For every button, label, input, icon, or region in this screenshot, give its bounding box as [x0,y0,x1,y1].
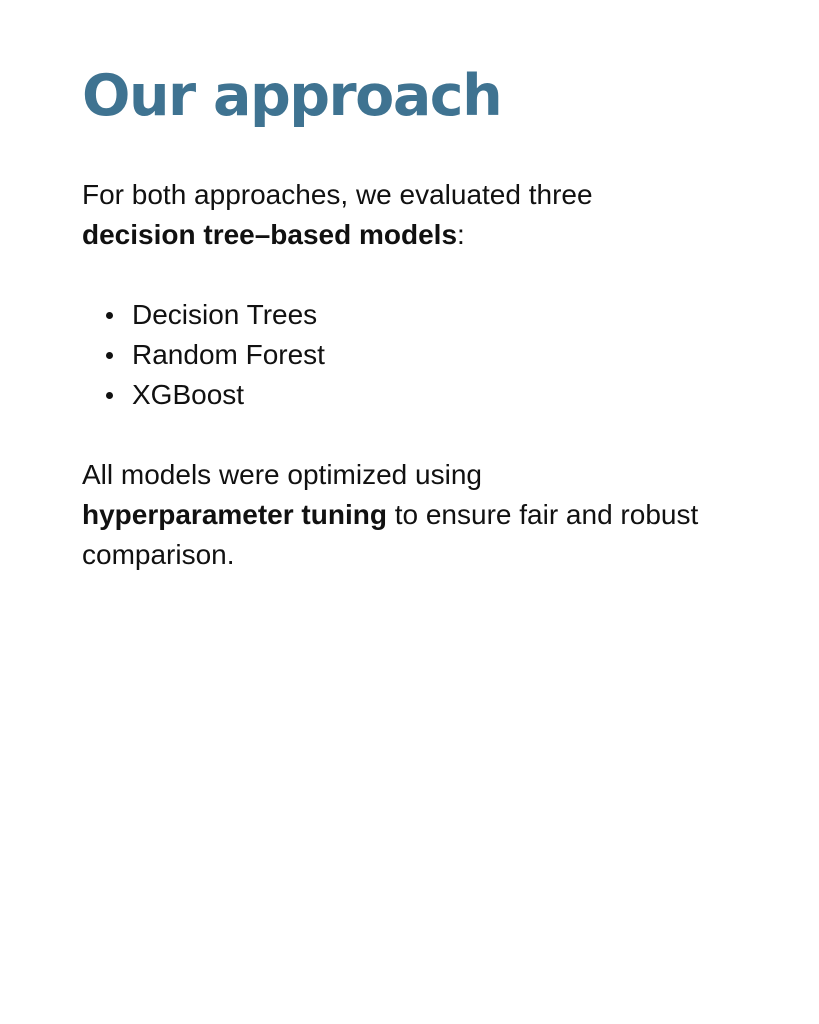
closing-text: All models were optimized using [82,459,482,490]
closing-paragraph [82,455,732,575]
bullet-icon [106,392,113,399]
bullet-icon [106,352,113,359]
list-item-label: XGBoost [132,379,245,410]
closing-emphasis: hyperparameter tuning [82,499,387,530]
list-item [106,375,732,415]
bullet-icon [106,312,113,319]
intro-colon: : [457,219,465,250]
intro-paragraph [82,175,732,255]
intro-text: For both approaches, we evaluated three [82,179,593,210]
slide-content [82,62,732,575]
list-item [106,295,732,335]
closing-rest: to ensure fair and robust comparison. [82,499,699,570]
intro-emphasis: decision tree–based models [82,219,458,250]
list-item-label: Decision Trees [132,299,318,330]
page-title: Our approach [82,63,502,129]
list-item [106,335,732,375]
list-item-label: Random Forest [132,339,325,370]
model-list [82,295,732,415]
